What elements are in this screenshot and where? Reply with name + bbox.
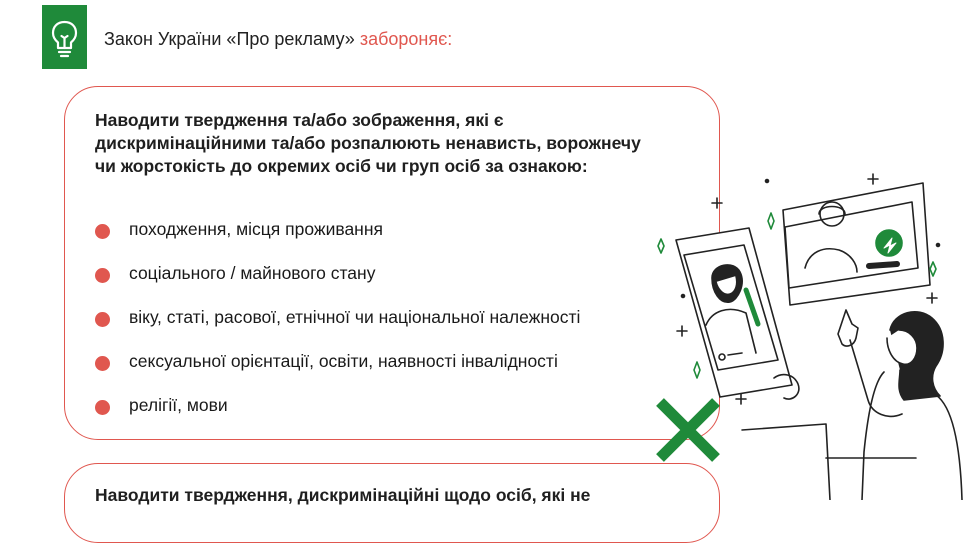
list-item-label: релігії, мови xyxy=(129,395,228,415)
list-item-label: сексуальної орієнтації, освіти, наявності інвалідності xyxy=(129,351,558,371)
bullet-dot xyxy=(95,400,110,415)
bullet-dot xyxy=(95,268,110,283)
logo-badge xyxy=(42,5,87,69)
header-text: Закон України «Про рекламу» xyxy=(104,29,355,49)
list-item xyxy=(93,351,580,395)
bullet-dot xyxy=(95,356,110,371)
lightbulb-icon xyxy=(42,5,87,69)
list-item xyxy=(93,395,580,439)
page-header xyxy=(104,29,452,50)
prohibition-card-2 xyxy=(64,463,720,543)
list-item-label: віку, статі, расової, етнічної чи національної належності xyxy=(129,307,581,327)
list-item xyxy=(93,263,580,307)
card-title: Наводити твердження та/або зображення, які є дискримінаційними та/або розпалюють ненависть, ворожнечу чи жорстокість до окремих осіб чи груп осіб за ознакою: xyxy=(95,110,641,176)
list-item xyxy=(93,307,580,351)
criteria-list xyxy=(93,219,580,439)
bullet-dot xyxy=(95,224,110,239)
illustration xyxy=(640,160,980,500)
list-item xyxy=(93,219,580,263)
list-item-label: походження, місця проживання xyxy=(129,219,383,239)
card-title: Наводити твердження, дискримінаційні щодо осіб, які не xyxy=(95,485,591,505)
header-accent: забороняє: xyxy=(359,29,453,49)
prohibition-card xyxy=(64,86,720,440)
bullet-dot xyxy=(95,312,110,327)
list-item-label: соціального / майнового стану xyxy=(129,263,376,283)
